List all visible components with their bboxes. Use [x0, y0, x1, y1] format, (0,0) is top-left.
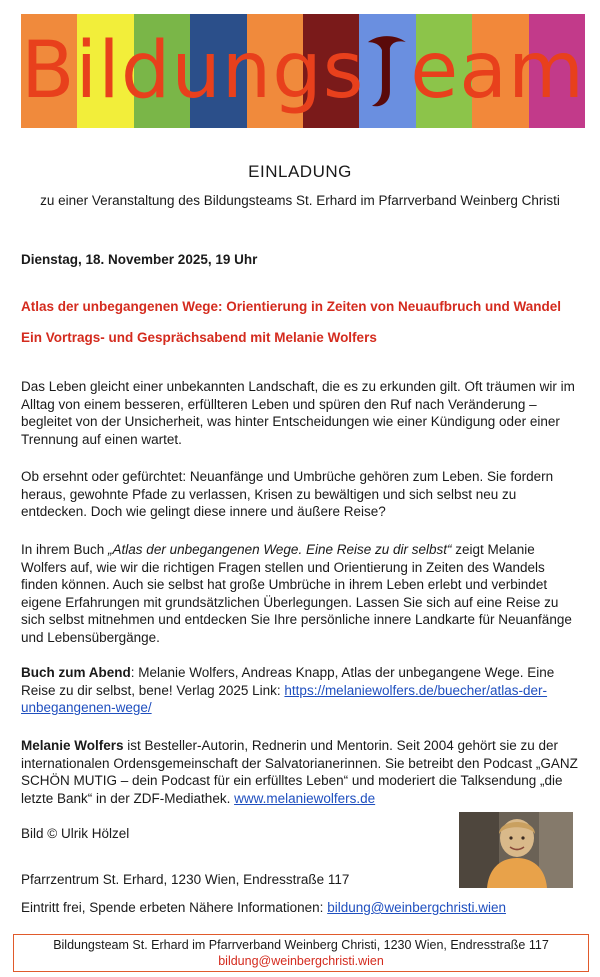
author-website-link[interactable]: www.melaniewolfers.de [234, 790, 376, 806]
entry-info [21, 900, 506, 915]
paragraph-author-bio [21, 737, 581, 807]
page-subtitle: zu einer Veranstaltung des Bildungsteams St. Erhard im Pfarrverband Weinberg Christi [40, 193, 560, 208]
logo-wordmark [21, 14, 585, 128]
paragraph-book [21, 541, 581, 647]
logo-text-left: Bildungs [21, 26, 365, 116]
footer-email[interactable]: bildung@weinbergchristi.wien [218, 954, 384, 968]
book-link[interactable]: https://melaniewolfers.de/buecher/atlas-der-unbegangenen-wege/ [21, 682, 548, 716]
photo-credit: Bild © Ulrik Hölzel [21, 826, 130, 841]
book-info-text: : Melanie Wolfers, Andreas Knapp, Atlas der unbegangene Wege. Eine Reise zu dir selbst, bene! Verlag 2025 Link: [21, 665, 555, 698]
book-intro-text: In ihrem Buch [21, 542, 109, 557]
logo-text-right: eam [410, 26, 585, 116]
event-title: Atlas der unbegangenen Wege: Orientierung in Zeiten von Neuaufbruch und Wandel [21, 299, 562, 314]
logo-figure-icon [364, 32, 410, 110]
book-label: Buch zum Abend [21, 665, 131, 680]
event-date: Dienstag, 18. November 2025, 19 Uhr [21, 252, 258, 267]
author-bio-text: ist Besteller-Autorin, Rednerin und Mentorin. Seit 2004 gehört sie zu der internationalen Ordensgemeinschaft der Salvatorianerinnen. Sie betreibt den Podcast „GANZ SCHÖN MUTIG – dein Podcast für ein erfülltes Leben“ und moderiert die Talksendung „die letzte Bank“ in der ZDF-Mediathek. [21, 738, 578, 806]
paragraph-change: Ob ersehnt oder gefürchtet: Neuanfänge und Umbrüche gehören zum Leben. Sie fordern heraus, gewohnte Pfade zu verlassen, Krisen zu bewältigen und sich selbst neu zu entdecken. Doch wie gelingt diese innere und äußere Reise? [21, 469, 554, 520]
book-title: „Atlas der unbegangenen Wege. Eine Reise zu dir selbst“ [108, 542, 452, 557]
entry-text: Eintritt frei, Spende erbeten Nähere Informationen: [21, 900, 328, 915]
page-title: EINLADUNG [248, 162, 352, 181]
paragraph-intro: Das Leben gleicht einer unbekannten Landschaft, die es zu erkunden gilt. Oft träumen wir im Alltag von einem besseren, erfüllteren Leben und spüren den Ruf nach Veränderung – begleitet von der Unsicherheit, was hinter Entscheidungen wie einer Kündigung oder einer Trennung auf einen wartet. [21, 379, 575, 447]
book-description: zeigt Melanie Wolfers auf, wie wir die richtigen Fragen stellen und Orientierung in Zeiten des Wandels finden können. Auch sie selbst hat große Umbrüche in ihrem Leben erlebt und verbindet eigene Erfahrungen mit grundsätzlichen Überlegungen. Lassen Sie sich auf eine Reise zu sich selbst mitnehmen und entdecken Sie Ihre persönliche innere Landkarte für Neuanfänge und Lebensübergänge. [21, 542, 572, 645]
footer-box [13, 934, 589, 972]
bildungsteam-logo-banner [21, 14, 585, 128]
author-name: Melanie Wolfers [21, 738, 124, 753]
paragraph-book-info [21, 664, 581, 717]
venue-address: Pfarrzentrum St. Erhard, 1230 Wien, Endresstraße 117 [21, 872, 350, 887]
author-photo [459, 812, 573, 888]
contact-email-link[interactable]: bildung@weinbergchristi.wien [327, 900, 506, 915]
event-subtitle: Ein Vortrags- und Gesprächsabend mit Melanie Wolfers [21, 330, 377, 345]
author-portrait-icon [459, 812, 573, 888]
footer-address: Bildungsteam St. Erhard im Pfarrverband Weinberg Christi, 1230 Wien, Endresstraße 117 [53, 938, 549, 952]
